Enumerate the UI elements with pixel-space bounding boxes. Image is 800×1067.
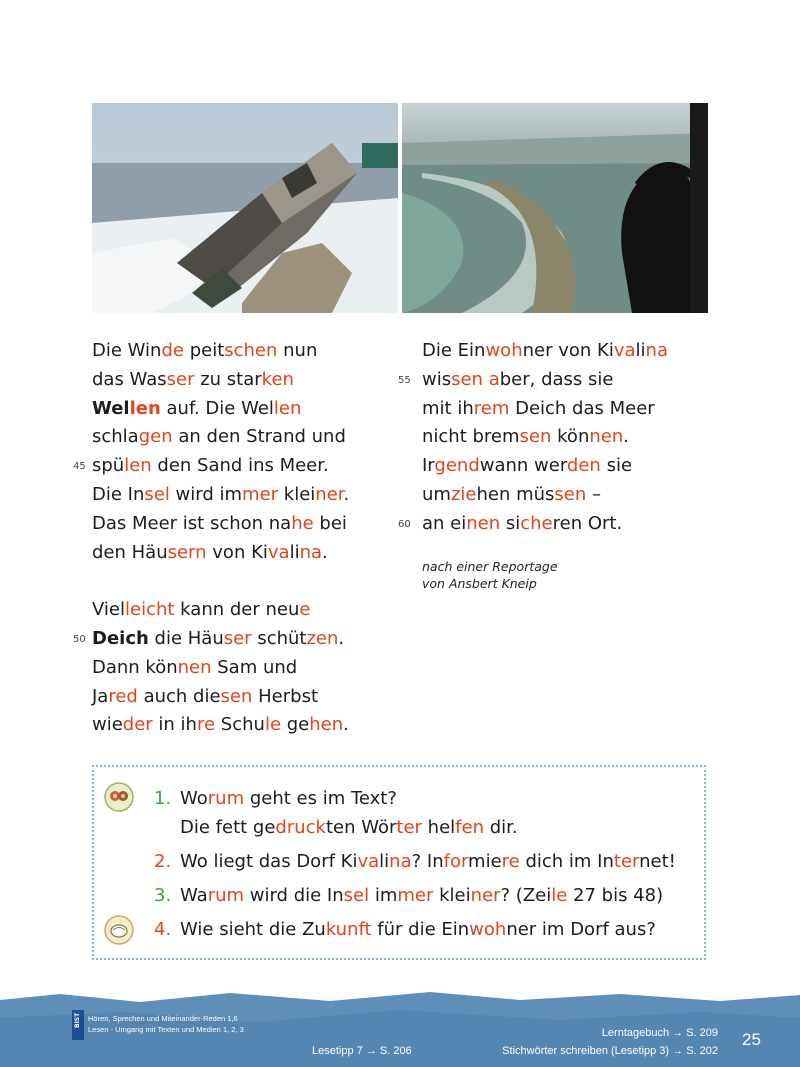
- text-line: [92, 596, 310, 624]
- syllable-highlight: kunft: [325, 919, 372, 940]
- text-segment: an den Strand und: [172, 426, 346, 448]
- text-line: [422, 481, 601, 509]
- syllable-highlight: sen: [519, 426, 552, 448]
- text-segment: hel: [421, 817, 456, 838]
- text-line: [92, 625, 344, 653]
- line-number-55: 55: [398, 375, 411, 386]
- syllable-highlight: nen: [589, 426, 624, 448]
- syllable-highlight: le: [264, 714, 282, 736]
- text-segment: Das Meer ist schon na: [92, 512, 292, 534]
- text-segment: von Ki: [206, 541, 268, 563]
- text-segment: Ja: [92, 685, 109, 707]
- source-line-2: von Ansbert Kneip: [422, 576, 537, 591]
- text-line: [92, 423, 346, 451]
- text-segment: wann wer: [479, 455, 567, 477]
- syllable-highlight: den: [566, 455, 601, 477]
- text-segment: im: [369, 885, 398, 906]
- task-number-2: 2.: [154, 851, 172, 872]
- text-segment: wie: [92, 714, 123, 736]
- syllable-highlight: ser: [223, 628, 252, 649]
- syllable-highlight: a: [488, 368, 500, 390]
- text-segment: .: [343, 484, 350, 505]
- text-segment: auch die: [137, 685, 221, 707]
- syllable-highlight: gend: [434, 455, 480, 477]
- text-segment: klei: [278, 484, 316, 505]
- syllable-highlight: rem: [473, 397, 510, 419]
- task-number-3: 3.: [154, 885, 172, 906]
- text-line: [92, 654, 297, 682]
- text-column-left: [92, 337, 382, 737]
- text-segment: Viel: [92, 599, 125, 621]
- syllable-highlight: va: [613, 340, 636, 361]
- text-line: [422, 510, 622, 538]
- text-segment: dir.: [483, 817, 518, 838]
- text-segment: Die In: [92, 484, 145, 505]
- text-segment: ner von Ki: [522, 340, 614, 361]
- text-column-right: [422, 337, 712, 537]
- text-segment: wis: [422, 368, 452, 390]
- syllable-highlight: na: [645, 340, 668, 361]
- text-segment: li: [379, 851, 390, 872]
- text-segment: .: [343, 714, 349, 736]
- syllable-highlight: fen: [455, 817, 484, 838]
- line-number-60: 60: [398, 519, 411, 530]
- syllable-highlight: rum: [207, 788, 245, 809]
- text-line: [92, 539, 328, 567]
- syllable-highlight: mer: [397, 885, 434, 906]
- syllable-highlight: de: [161, 340, 184, 361]
- syllable-highlight: ser: [166, 368, 195, 390]
- syllable-highlight: woh: [485, 340, 523, 361]
- text-segment: Wa: [180, 885, 208, 906]
- syllable-highlight: he: [291, 512, 314, 534]
- text-segment: in ih: [152, 714, 197, 736]
- syllable-highlight: nen: [466, 512, 501, 534]
- text-segment: ge: [281, 714, 310, 736]
- text-segment: ? In: [411, 851, 444, 872]
- text-segment: mie: [468, 851, 502, 872]
- syllable-highlight: ner: [315, 484, 344, 505]
- syllable-highlight: sen: [451, 368, 483, 390]
- text-segment: Schu: [215, 714, 265, 736]
- text-line: [92, 683, 318, 711]
- text-segment: mit ih: [422, 397, 474, 419]
- syllable-highlight: hen: [309, 714, 344, 736]
- task-number-4: 4.: [154, 919, 172, 940]
- bist-badge: [72, 1010, 84, 1040]
- partner-talk-icon: [104, 782, 134, 812]
- text-segment: Deich das Meer: [509, 397, 655, 419]
- text-segment: schla: [92, 426, 139, 448]
- syllable-highlight: druck: [275, 817, 326, 838]
- text-segment: 27 bis 48): [567, 885, 664, 906]
- syllable-highlight: sern: [167, 541, 207, 563]
- syllable-highlight: red: [108, 685, 138, 707]
- text-segment: das Was: [92, 368, 167, 390]
- text-segment: Wo liegt das Dorf Ki: [180, 851, 358, 872]
- syllable-highlight: ter: [396, 817, 422, 838]
- task-2: [180, 847, 676, 877]
- text-line: [422, 423, 629, 451]
- text-line: [92, 366, 294, 394]
- syllable-highlight: gen: [138, 426, 173, 448]
- syllable-highlight: rum: [207, 885, 245, 906]
- text-segment: .: [623, 426, 629, 448]
- text-segment: zu star: [194, 368, 262, 390]
- text-segment: Ir: [422, 455, 435, 477]
- text-segment: li: [635, 340, 646, 361]
- text-segment: Sam und: [211, 656, 298, 678]
- text-segment: li: [289, 541, 300, 563]
- text-line: [92, 395, 301, 423]
- syllable-highlight: zie: [450, 484, 477, 505]
- text-segment: sie: [600, 455, 633, 477]
- source-line-1: nach einer Reportage: [422, 559, 558, 574]
- task-1-line-1: [180, 784, 397, 814]
- text-segment: Deich: [92, 628, 149, 649]
- text-segment: si: [500, 512, 521, 534]
- text-line: [422, 452, 632, 480]
- syllable-highlight: woh: [469, 919, 507, 940]
- syllable-highlight: va: [267, 541, 290, 563]
- text-segment: die Häu: [148, 628, 224, 649]
- syllable-highlight: for: [443, 851, 469, 872]
- bist-label: BIST: [74, 1012, 81, 1028]
- lesetipp-reference: Lesetipp 7 → S. 206: [312, 1045, 412, 1057]
- syllable-highlight: nen: [177, 656, 212, 678]
- syllable-highlight: len: [129, 397, 161, 419]
- text-segment: hen müs: [476, 484, 555, 505]
- text-segment: den Sand ins Meer.: [151, 455, 329, 477]
- syllable-highlight: sel: [144, 484, 170, 505]
- syllable-highlight: der: [122, 714, 153, 736]
- text-segment: Die fett ge: [180, 817, 276, 838]
- stichwoerter-reference: Stichwörter schreiben (Lesetipp 3) → S. 202: [502, 1045, 718, 1057]
- text-segment: Wel: [92, 397, 130, 419]
- source-citation: [422, 558, 558, 592]
- text-segment: auf. Die Wel: [160, 397, 274, 419]
- syllable-highlight: na: [389, 851, 412, 872]
- text-segment: dich im In: [519, 851, 614, 872]
- task-4: [180, 915, 656, 945]
- lerntagebuch-reference: Lerntagebuch → S. 209: [601, 1027, 718, 1039]
- text-line: [92, 337, 317, 365]
- photo-pilot-over-island: [402, 103, 708, 313]
- page-number: 25: [742, 1030, 761, 1049]
- syllable-highlight: len: [124, 455, 152, 477]
- text-line: [92, 510, 347, 538]
- text-line: [92, 481, 349, 509]
- text-segment: schüt: [251, 628, 307, 649]
- line-number-50: 50: [73, 634, 86, 645]
- syllable-highlight: mer: [242, 484, 279, 505]
- standards-line-1: Hören, Sprechen und Miteinander-Reden 1,6: [88, 1014, 238, 1023]
- text-segment: Herbst: [252, 685, 319, 707]
- text-segment: geht es im Text?: [244, 788, 397, 809]
- text-segment: den Häu: [92, 541, 168, 563]
- text-segment: Wo: [180, 788, 208, 809]
- text-segment: ten Wör: [325, 817, 397, 838]
- text-segment: nun: [277, 340, 318, 361]
- text-segment: wird im: [169, 484, 243, 505]
- text-line: [92, 711, 349, 739]
- text-line: [422, 395, 655, 423]
- syllable-highlight: sen: [220, 685, 253, 707]
- text-segment: Dann kön: [92, 656, 178, 678]
- text-segment: kann der neu: [174, 599, 300, 621]
- syllable-highlight: ter: [613, 851, 640, 872]
- text-segment: Wie sieht die Zu: [180, 919, 326, 940]
- text-segment: bei: [313, 512, 347, 534]
- syllable-highlight: e: [299, 599, 311, 621]
- text-segment: spü: [92, 455, 125, 477]
- text-segment: klei: [433, 885, 471, 906]
- syllable-highlight: schen: [224, 340, 278, 361]
- text-segment: für die Ein: [371, 919, 470, 940]
- syllable-highlight: re: [501, 851, 520, 872]
- task-1-line-2: [180, 813, 518, 843]
- notebook-icon: [104, 915, 134, 945]
- text-segment: ner im Dorf aus?: [506, 919, 656, 940]
- syllable-highlight: le: [551, 885, 568, 906]
- text-segment: .: [322, 541, 328, 563]
- text-segment: an ei: [422, 512, 467, 534]
- syllable-highlight: che: [520, 512, 553, 534]
- text-line: [422, 366, 613, 394]
- text-line: [92, 452, 329, 480]
- task-3: [180, 881, 663, 911]
- text-segment: Die Ein: [422, 340, 486, 361]
- text-segment: kön: [551, 426, 590, 448]
- syllable-highlight: va: [357, 851, 380, 872]
- text-line: [422, 337, 668, 365]
- text-segment: –: [586, 484, 602, 505]
- syllable-highlight: zen: [306, 628, 339, 649]
- syllable-highlight: na: [299, 541, 323, 563]
- syllable-highlight: ken: [261, 368, 294, 390]
- text-segment: net!: [639, 851, 676, 872]
- syllable-highlight: ner: [470, 885, 501, 906]
- line-number-45: 45: [73, 461, 86, 472]
- text-segment: peit: [183, 340, 225, 361]
- syllable-highlight: leicht: [125, 599, 175, 621]
- syllable-highlight: sel: [343, 885, 370, 906]
- standards-line-2: Lesen - Umgang mit Texten und Medien 1, 2, 3: [88, 1025, 244, 1034]
- syllable-highlight: len: [273, 397, 302, 419]
- text-segment: nicht brem: [422, 426, 520, 448]
- text-segment: ren Ort.: [552, 512, 623, 534]
- syllable-highlight: sen: [554, 484, 587, 505]
- text-segment: wird die In: [244, 885, 344, 906]
- task-number-1: 1.: [154, 788, 172, 809]
- text-segment: ? (Zei: [500, 885, 552, 906]
- text-segment: ber, dass sie: [499, 368, 614, 390]
- text-segment: um: [422, 484, 451, 505]
- photo-collapsing-house: [92, 103, 398, 313]
- syllable-highlight: re: [196, 714, 216, 736]
- text-segment: Die Win: [92, 340, 162, 361]
- text-segment: .: [338, 628, 345, 649]
